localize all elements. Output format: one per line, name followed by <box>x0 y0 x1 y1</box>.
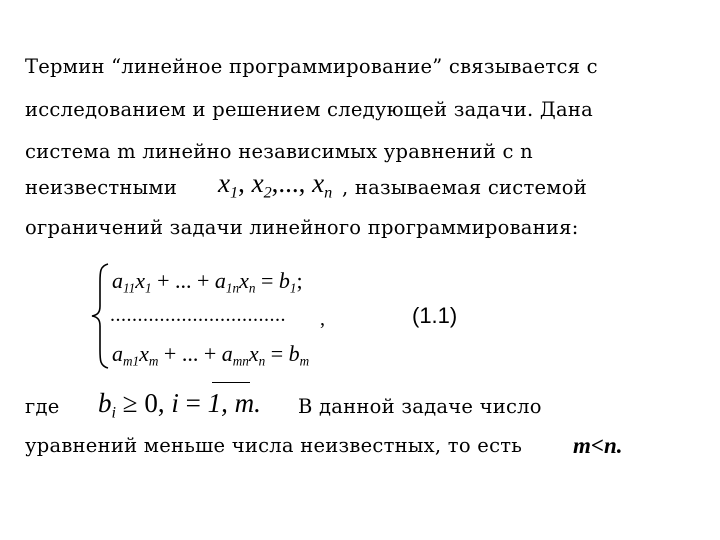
equation-row-m: $a_{m1}x_m$ + ... + $a_{mn}x_n = b_m$ <box>112 341 310 369</box>
equation-row-dots-comma: , <box>320 308 326 330</box>
var-x2: $x_2$ <box>251 168 272 202</box>
var-xn: $x_n$ <box>312 168 333 202</box>
paragraph-line-4-end: , называемая системой <box>342 176 587 199</box>
paragraph-line-3: система m линейно независимых уравнений с n <box>25 140 533 163</box>
range-overline <box>212 382 250 383</box>
paragraph-line-5: ограничений задачи линейного программирования: <box>25 216 579 239</box>
where-label: где <box>25 395 60 418</box>
paragraph-line-4-start: неизвестными <box>25 176 178 199</box>
paragraph-line-2: исследованием и решением следующей задачи. Дана <box>25 98 594 121</box>
var-x1: $x_1$ <box>218 168 239 202</box>
variables-list: $x_1$, $x_2$,..., $x_n$ <box>218 168 333 202</box>
equation-row-1: $a_{11}x_1$ + ... + $a_{1n}x_n = b_1$; <box>112 268 303 296</box>
last-line-text: уравнений меньше числа неизвестных, то есть <box>25 434 523 457</box>
condition-after-text: В данной задаче число <box>298 395 542 418</box>
equation-row-dots: ................................ <box>110 304 286 326</box>
system-brace <box>90 262 112 370</box>
paragraph-line-1: Термин “линейное программирование” связывается с <box>25 55 598 78</box>
condition-formula: $b_i \ge 0$, i = 1, m. <box>98 388 261 422</box>
equation-number: (1.1) <box>412 303 458 328</box>
relation-m-less-n: m<n. <box>573 433 623 458</box>
